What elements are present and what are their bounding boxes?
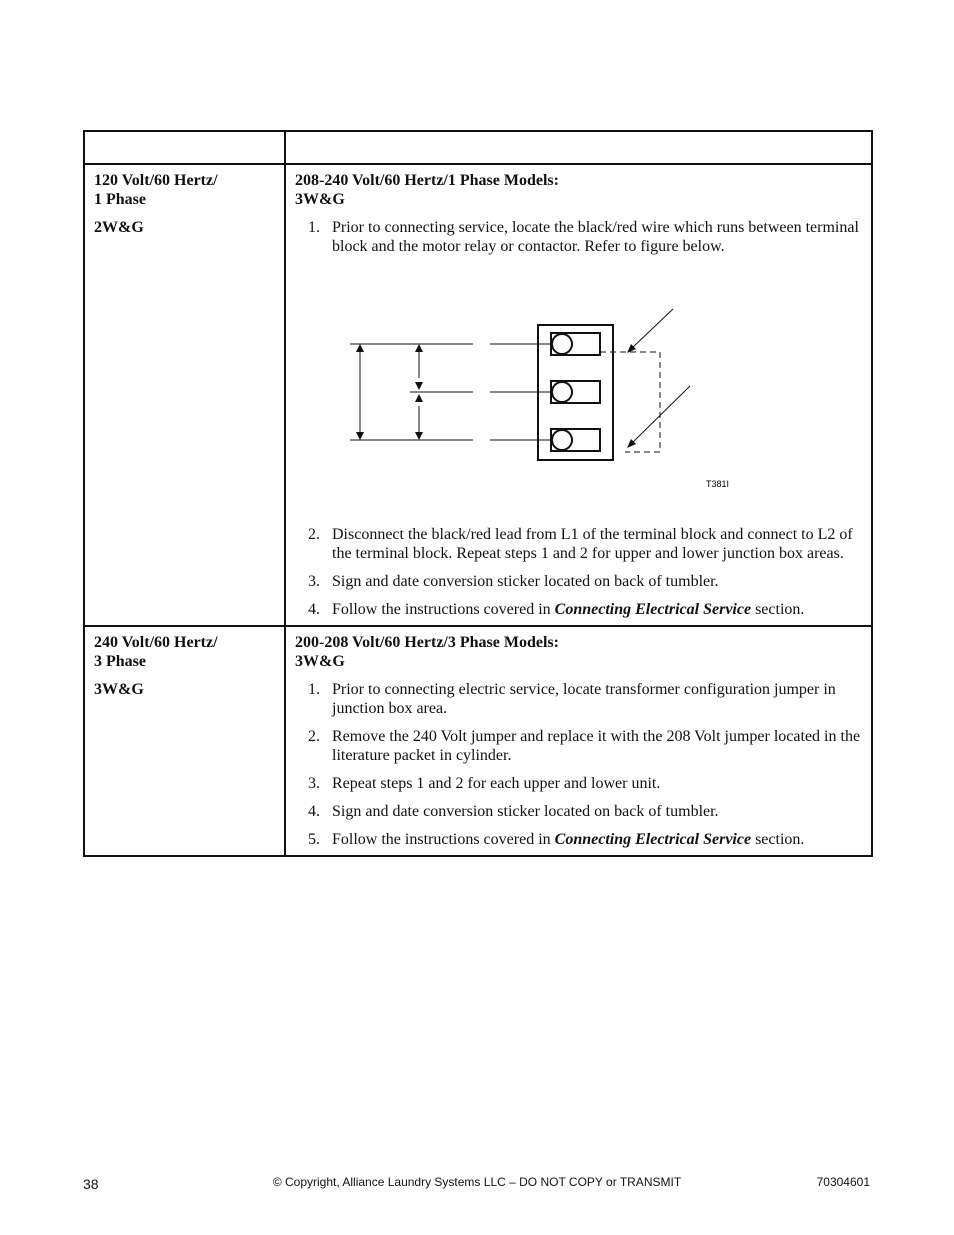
terminal-block-figure xyxy=(295,256,861,516)
figure-label: T381I xyxy=(706,479,730,489)
step-number: 2. xyxy=(308,728,320,745)
section-title: 200-208 Volt/60 Hertz/3 Phase Models: xyxy=(295,634,559,651)
phase-line: 1 Phase xyxy=(94,191,146,208)
list-item xyxy=(295,680,861,718)
copyright-notice: © Copyright, Alliance Laundry Systems LLC – DO NOT COPY or TRANSMIT xyxy=(272,1175,682,1189)
section-reference: Connecting Electrical Service xyxy=(554,831,752,848)
table-header-row xyxy=(84,131,872,164)
section-title: 208-240 Volt/60 Hertz/1 Phase Models: xyxy=(295,172,559,189)
terminal-block-diagram xyxy=(295,256,863,516)
page-number: 38 xyxy=(83,1176,99,1192)
row-voltage-cell xyxy=(84,164,285,626)
steps-list xyxy=(295,680,861,849)
step-text: Remove the 240 Volt jumper and replace it with the 208 Volt jumper located in the literature packet in cylinder. xyxy=(332,728,861,764)
row-instructions-cell xyxy=(285,626,872,856)
step-text: Prior to connecting service, locate the black/red wire which runs between terminal block and the motor relay or contactor. Refer to figure below. xyxy=(332,219,859,255)
step-text: Prior to connecting electric service, locate transformer configuration jumper in junction box area. xyxy=(332,681,836,717)
step-text-end: section. xyxy=(751,831,805,848)
list-item xyxy=(295,600,861,619)
list-item xyxy=(295,774,861,793)
row-voltage-cell xyxy=(84,626,285,856)
row-instructions-cell xyxy=(285,164,872,626)
document-number: 70304601 xyxy=(816,1175,870,1189)
terminal-l1 xyxy=(551,333,600,355)
section-wire-code: 3W&G xyxy=(295,191,345,208)
steps-list-continued xyxy=(295,525,861,619)
step-text: Disconnect the black/red lead from L1 of the terminal block and connect to L2 of the terminal block. Repeat steps 1 and 2 for upper and lower junction box areas. xyxy=(332,526,853,562)
voltage-line: 120 Volt/60 Hertz/ xyxy=(94,172,218,189)
terminal-l3-screw xyxy=(552,430,572,450)
step-number: 1. xyxy=(308,681,320,698)
terminal-l3 xyxy=(551,429,600,451)
step-number: 5. xyxy=(308,831,320,848)
voltage-line: 240 Volt/60 Hertz/ xyxy=(94,634,218,651)
step-text: Sign and date conversion sticker located on back of tumbler. xyxy=(332,803,719,820)
voltage-conversion-table xyxy=(83,130,873,857)
list-item xyxy=(295,830,861,849)
step-number: 3. xyxy=(308,775,320,792)
terminal-l2-screw xyxy=(552,382,572,402)
header-cell-left xyxy=(84,131,285,164)
list-item xyxy=(295,727,861,765)
step-text: Follow the instructions covered in xyxy=(332,831,555,848)
list-item xyxy=(295,525,861,563)
table-row xyxy=(84,164,872,626)
step-text: Sign and date conversion sticker located on back of tumbler. xyxy=(332,573,719,590)
section-reference: Connecting Electrical Service xyxy=(554,601,752,618)
terminal-l1-screw xyxy=(552,334,572,354)
table-row xyxy=(84,626,872,856)
step-text: Repeat steps 1 and 2 for each upper and lower unit. xyxy=(332,775,661,792)
step-number: 3. xyxy=(308,573,320,590)
steps-list xyxy=(295,218,861,256)
list-item xyxy=(295,218,861,256)
section-wire-code: 3W&G xyxy=(295,653,345,670)
step-text-end: section. xyxy=(751,601,805,618)
header-cell-right xyxy=(285,131,872,164)
terminal-l2 xyxy=(551,381,600,403)
step-number: 2. xyxy=(308,526,320,543)
list-item xyxy=(295,572,861,591)
step-number: 4. xyxy=(308,803,320,820)
step-number: 1. xyxy=(308,219,320,236)
phase-line: 3 Phase xyxy=(94,653,146,670)
wire-code: 2W&G xyxy=(94,219,144,236)
step-number: 4. xyxy=(308,601,320,618)
step-text: Follow the instructions covered in xyxy=(332,601,555,618)
list-item xyxy=(295,802,861,821)
wire-code: 3W&G xyxy=(94,681,144,698)
